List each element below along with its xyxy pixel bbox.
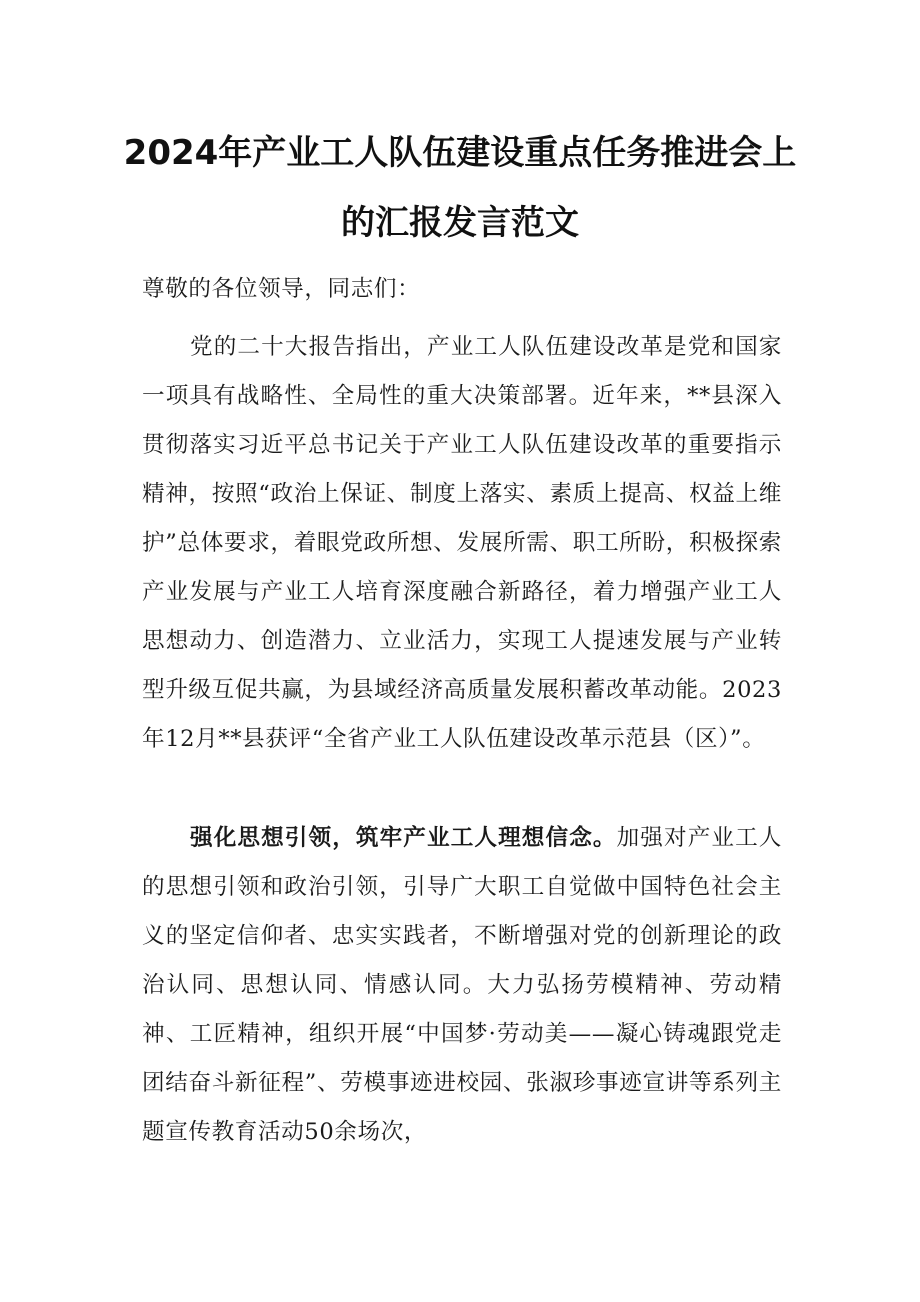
section-1-body: 加强对产业工人的思想引领和政治引领，引导广大职工自觉做中国特色社会主义的坚定信仰者、忠实实践者，不断增强对党的创新理论的政治认同、思想认同、情感认同。大力弘扬劳模精神、劳动精神、工匠精神，组织开展“中国梦·劳动美——凝心铸魂跟党走团结奋斗新征程”、劳模事迹进校园、张淑珍事迹宣讲等系列主题宣传教育活动50余场次， (142, 825, 782, 1145)
section-1-paragraph-text (142, 814, 782, 1157)
intro-paragraph (142, 323, 782, 764)
document-title-line-2: 的汇报发言范文 (341, 203, 579, 243)
intro-paragraph-text: 党的二十大报告指出，产业工人队伍建设改革是党和国家一项具有战略性、全局性的重大决策部署。近年来，**县深入贯彻落实习近平总书记关于产业工人队伍建设改革的重要指示精神，按照“政治上保证、制度上落实、素质上提高、权益上维护”总体要求，着眼党政所想、发展所需、职工所盼，积极探索产业发展与产业工人培育深度融合新路径，着力增强产业工人思想动力、创造潜力、立业活力，实现工人提速发展与产业转型升级互促共赢，为县域经济高质量发展积蓄改革动能。2023年12月**县获评“全省产业工人队伍建设改革示范县（区）”。 (142, 334, 782, 752)
section-1-heading: 强化思想引领，筑牢产业工人理想信念。 (190, 825, 617, 851)
salutation: 尊敬的各位领导，同志们： (142, 276, 421, 302)
document-title-line-1: 2024年产业工人队伍建设重点任务推进会上 (123, 133, 797, 173)
section-1-paragraph (142, 814, 782, 1157)
